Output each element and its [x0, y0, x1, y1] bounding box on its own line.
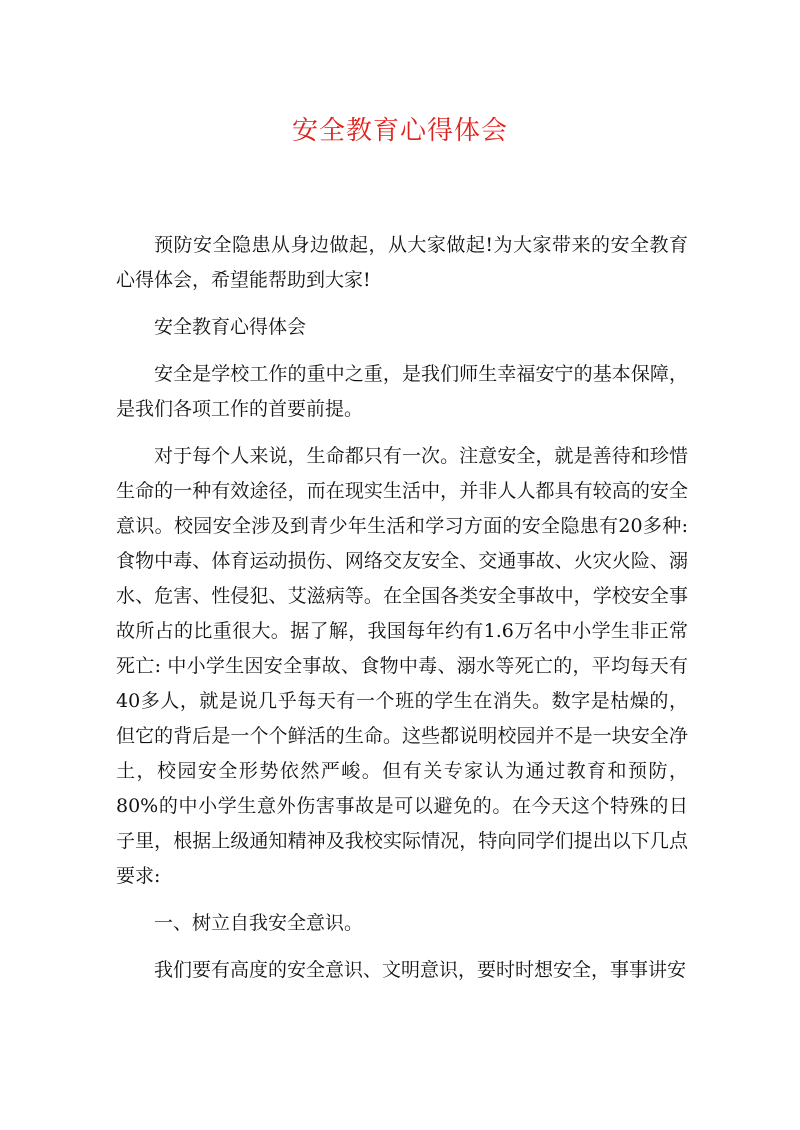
point-heading: 一、树立自我安全意识。	[154, 912, 364, 934]
body-paragraph: 我们要有高度的安全意识、文明意识，要时时想安全，事事讲安	[154, 959, 687, 981]
document-body	[116, 228, 688, 1000]
intro-paragraph: 预防安全隐患从身边做起，从大家做起!为大家带来的安全教育心得体会，希望能帮助到大家!	[116, 234, 688, 291]
document-title: 安全教育心得体会	[291, 116, 508, 146]
section-heading: 安全教育心得体会	[154, 316, 307, 338]
body-paragraph: 安全是学校工作的重中之重，是我们师生幸福安宁的基本保障，是我们各项工作的首要前提。	[116, 363, 688, 420]
body-paragraph: 对于每个人来说，生命都只有一次。注意安全，就是善待和珍惜生命的一种有效途径，而在现实生活中，并非人人都具有较高的安全意识。校园安全涉及到青少年生活和学习方面的安全隐患有20多种:食物中毒、体育运动损伤、网络交友安全、交通事故、火灾火险、溺水、危害、性侵犯、艾滋病等。在全国各类安全事故中，学校安全事故所占的比重很大。据了解，我国每年约有1.6万名中小学生非正常死亡: 中小学生因安全事故、食物中毒、溺水等死亡的，平均每天有40多人，就是说几乎每天有一个班的学生在消失。数字是枯燥的，但它的背后是一个个鲜活的生命。这些都说明校园并不是一块安全净土，校园安全形势依然严峻。但有关专家认为通过教育和预防，80%的中小学生意外伤害事故是可以避免的。在今天这个特殊的日子里，根据上级通知精神及我校实际情况，特向同学们提出以下几点要求:	[116, 445, 688, 887]
